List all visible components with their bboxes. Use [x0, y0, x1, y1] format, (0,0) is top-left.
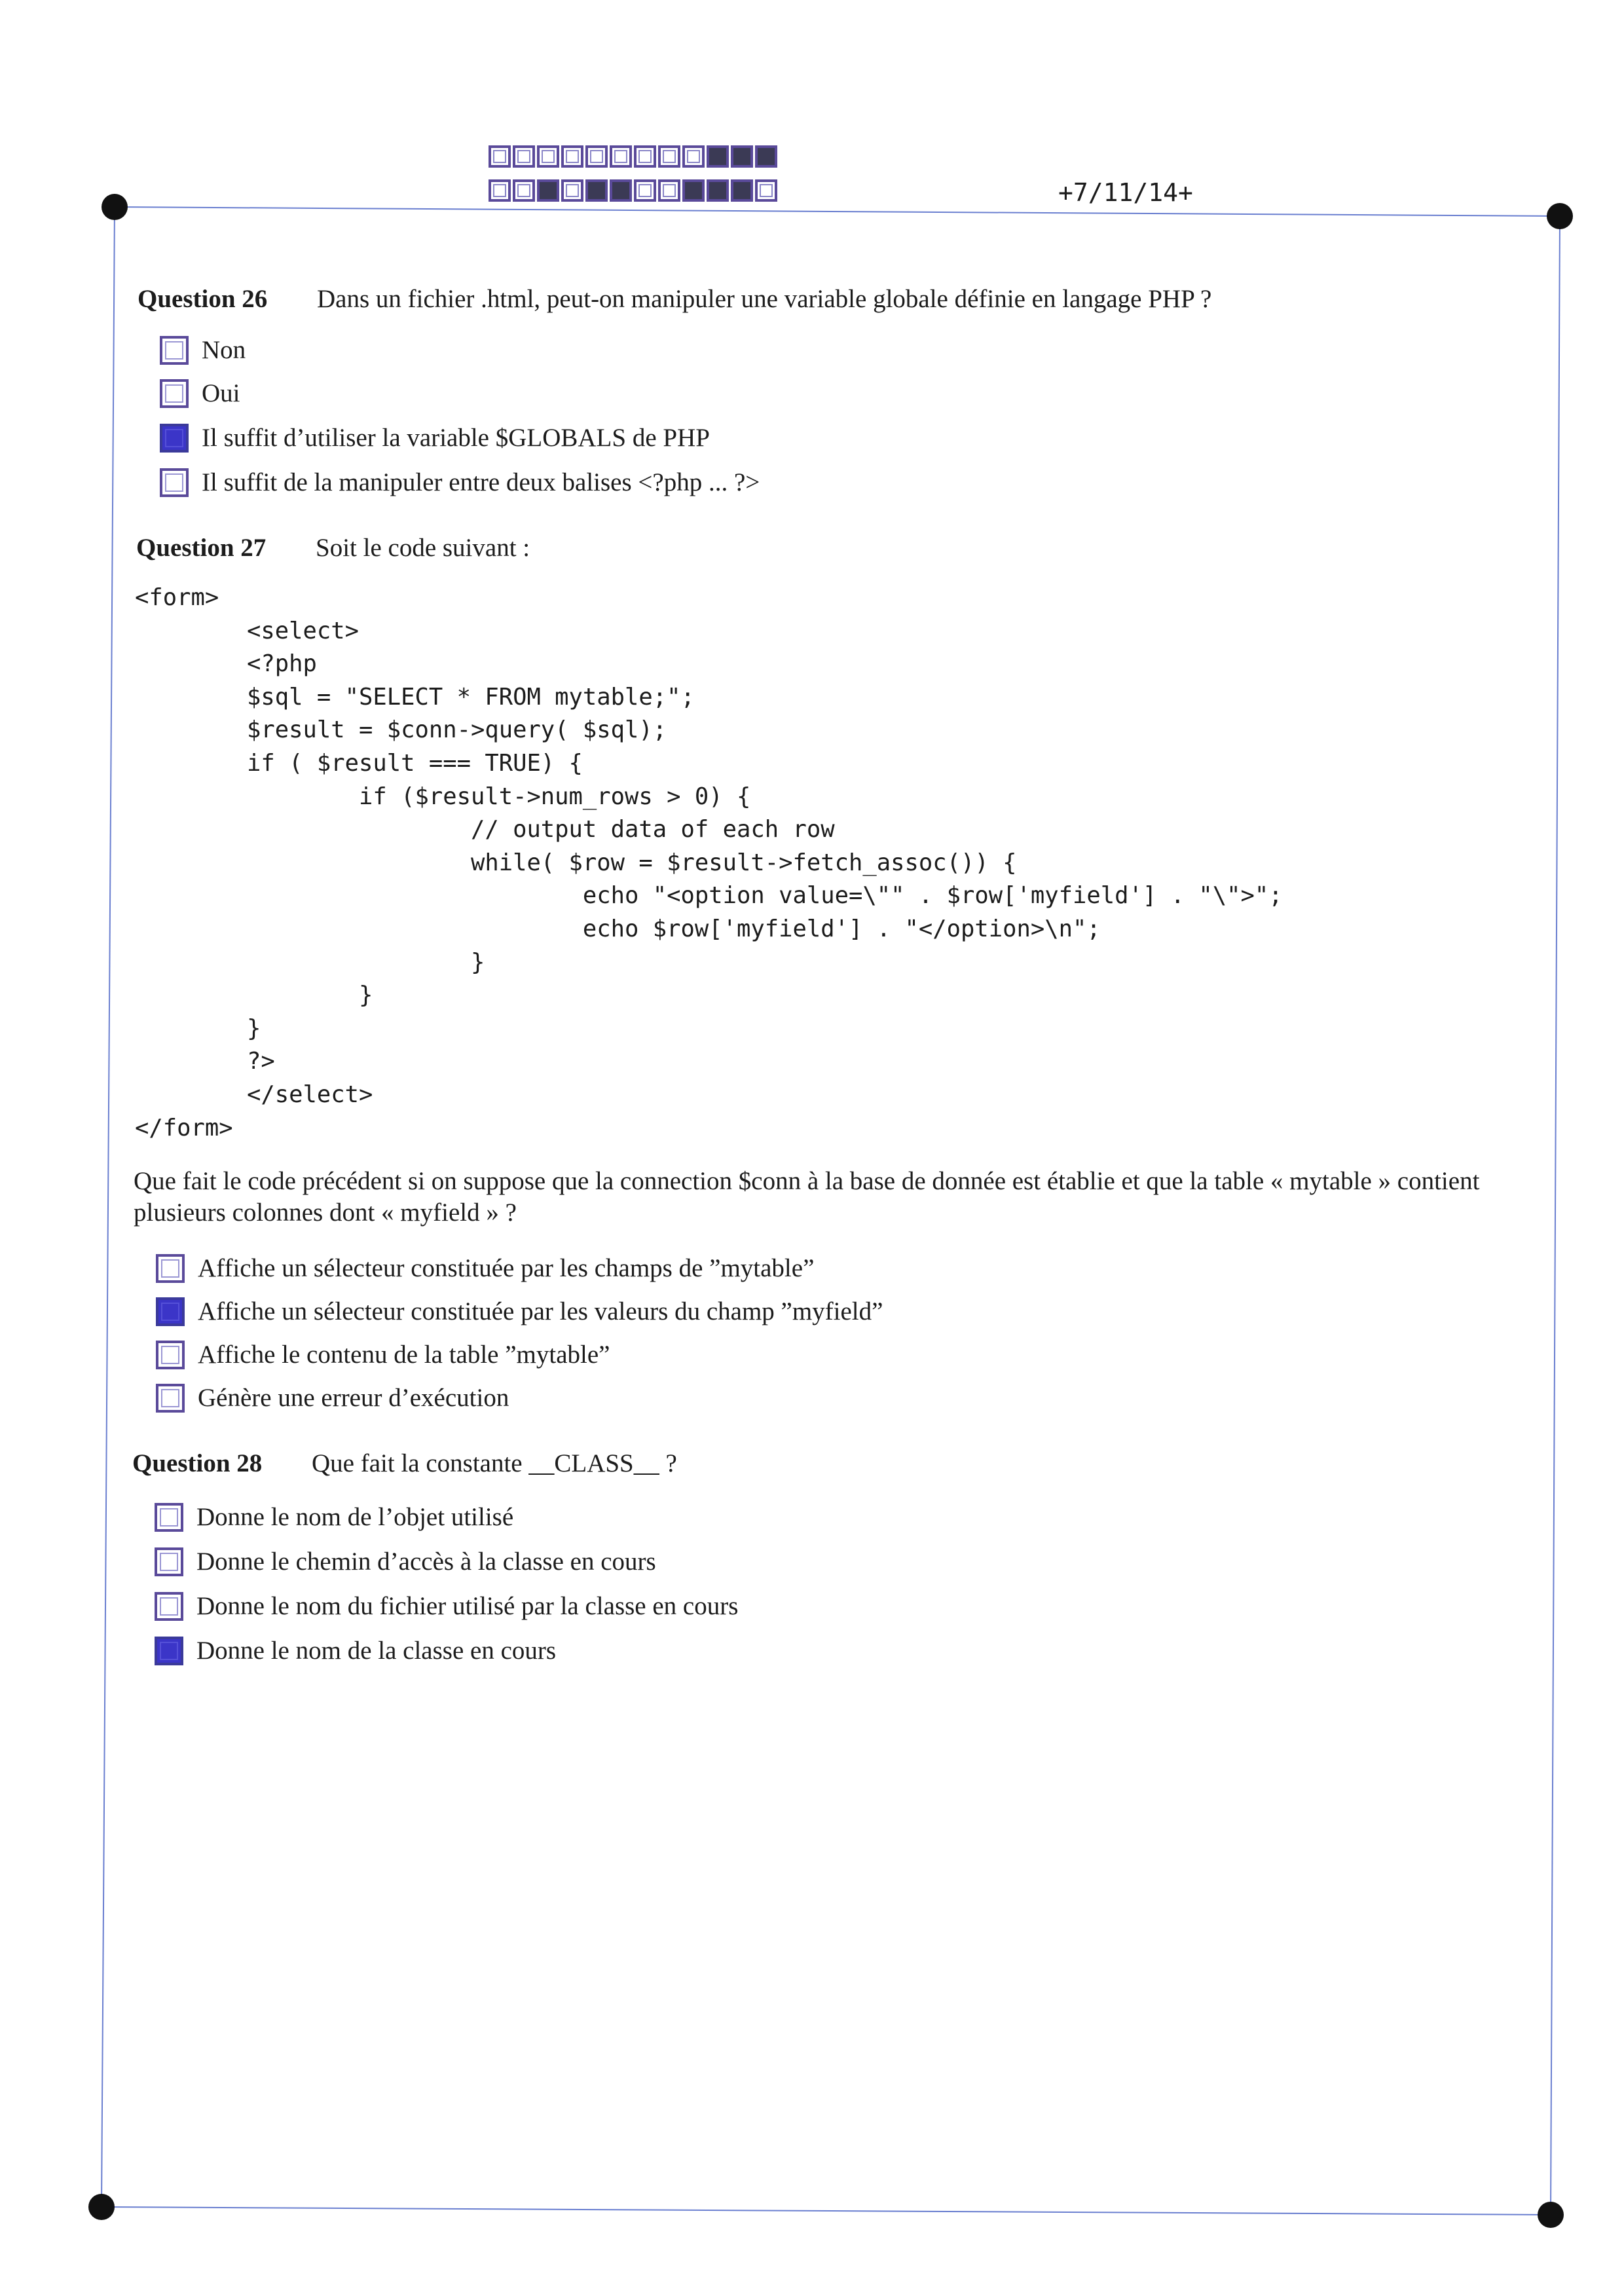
id-code-row-2	[489, 179, 777, 202]
question-number: Question 28	[132, 1449, 263, 1477]
id-code-box	[537, 179, 559, 202]
id-code-box	[561, 145, 583, 168]
question-text: Que fait la constante __CLASS__ ?	[312, 1449, 677, 1477]
question-27-heading	[136, 533, 530, 563]
question-number: Question 26	[138, 285, 268, 313]
checkbox[interactable]	[160, 468, 189, 497]
q26-answer-4[interactable]	[160, 468, 760, 497]
checkbox[interactable]	[155, 1592, 183, 1621]
id-code-box	[489, 179, 511, 202]
answer-label: Donne le chemin d’accès à la classe en cours	[196, 1547, 656, 1576]
id-code-box	[707, 145, 729, 168]
question-number: Question 27	[136, 534, 267, 562]
answer-label: Donne le nom du fichier utilisé par la classe en cours	[196, 1592, 739, 1620]
id-code-box	[489, 145, 511, 168]
question-28-heading	[132, 1449, 677, 1478]
q26-answer-1[interactable]	[160, 335, 246, 365]
answer-label: Affiche un sélecteur constituée par les valeurs du champ ”myfield”	[198, 1297, 883, 1325]
id-code-box	[585, 179, 608, 202]
checkbox[interactable]	[160, 379, 189, 408]
checkbox-checked[interactable]	[155, 1637, 183, 1665]
id-code-box	[755, 145, 777, 168]
id-code-box	[513, 179, 535, 202]
question-26-heading	[138, 284, 1211, 314]
q28-answer-4[interactable]	[155, 1636, 556, 1665]
checkbox-checked[interactable]	[160, 424, 189, 453]
registration-mark-top-right	[1547, 203, 1573, 229]
id-code-box	[537, 145, 559, 168]
answer-label: Il suffit de la manipuler entre deux balises <?php ... ?>	[202, 468, 760, 496]
id-code-box	[658, 145, 680, 168]
question-27-prompt: Que fait le code précédent si on suppose que la connection $conn à la base de donnée est établie et que la table « mytable » contient plusieurs colonnes dont « myfield » ?	[134, 1167, 1480, 1227]
checkbox-checked[interactable]	[156, 1297, 185, 1326]
id-code-box	[731, 145, 753, 168]
answer-label: Génère une erreur d’exécution	[198, 1384, 509, 1412]
checkbox[interactable]	[156, 1384, 185, 1413]
answer-label: Non	[202, 336, 246, 364]
q26-answer-2[interactable]	[160, 379, 240, 408]
id-code-box	[610, 145, 632, 168]
answer-label: Oui	[202, 379, 240, 407]
question-text: Soit le code suivant :	[316, 534, 530, 562]
id-code-box	[707, 179, 729, 202]
page-id: +7/11/14+	[1058, 178, 1193, 207]
answer-label: Donne le nom de la classe en cours	[196, 1637, 557, 1665]
answer-label: Donne le nom de l’objet utilisé	[196, 1503, 514, 1531]
q27-answer-4[interactable]	[156, 1383, 509, 1413]
id-code-box	[682, 145, 705, 168]
registration-mark-top-left	[101, 194, 128, 220]
checkbox[interactable]	[160, 336, 189, 365]
checkbox[interactable]	[155, 1503, 183, 1532]
registration-mark-bottom-right	[1538, 2202, 1564, 2228]
checkbox[interactable]	[156, 1341, 185, 1369]
q27-answer-2[interactable]	[156, 1297, 883, 1326]
q28-answer-3[interactable]	[155, 1591, 738, 1621]
id-code-box	[755, 179, 777, 202]
q27-answer-1[interactable]	[156, 1253, 814, 1283]
id-code-box	[634, 179, 656, 202]
id-code-box	[561, 179, 583, 202]
question-text: Dans un fichier .html, peut-on manipuler une variable globale définie en langage PHP ?	[317, 285, 1212, 313]
id-code-row-1	[489, 145, 777, 168]
id-code-box	[658, 179, 680, 202]
answer-label: Affiche le contenu de la table ”mytable”	[198, 1341, 610, 1369]
id-code-box	[610, 179, 632, 202]
answer-label: Affiche un sélecteur constituée par les champs de ”mytable”	[198, 1254, 815, 1282]
id-code-box	[513, 145, 535, 168]
id-code-box	[682, 179, 705, 202]
checkbox[interactable]	[155, 1547, 183, 1576]
q28-answer-1[interactable]	[155, 1502, 513, 1532]
registration-mark-bottom-left	[88, 2194, 115, 2220]
id-code-box	[585, 145, 608, 168]
id-code-box	[731, 179, 753, 202]
checkbox[interactable]	[156, 1254, 185, 1283]
q26-answer-3[interactable]	[160, 423, 710, 453]
code-listing: <form> <select> <?php $sql = "SELECT * FROM mytable;"; $result = $conn->query( $sql); if ( $result === TRUE) { if ($result->num_rows > 0) { // output data of each row while( $row = $result->fetch_assoc()) { echo "<option value=\"" . $row['myfield'] . "\">"; echo $row['myfield'] . "</option>\n"; } } } ?> </select> </form>	[135, 584, 1283, 1141]
q27-answer-3[interactable]	[156, 1340, 610, 1369]
id-code-box	[634, 145, 656, 168]
answer-label: Il suffit d’utiliser la variable $GLOBALS de PHP	[202, 424, 710, 452]
q28-answer-2[interactable]	[155, 1547, 656, 1576]
